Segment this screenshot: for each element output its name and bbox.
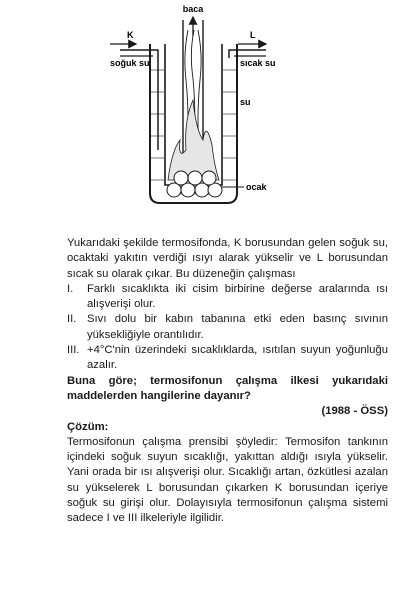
- label-chimney: baca: [182, 4, 204, 14]
- fuel-logs: [167, 171, 222, 197]
- statement-2: [67, 312, 388, 343]
- pipe-l: [229, 50, 266, 58]
- statement-text: Farklı sıcaklıkta iki cisim birbirine değerse aralarında ısı alışverişi olur.: [87, 282, 388, 311]
- label-hot-water: sıcak su: [240, 58, 276, 68]
- solution-heading: Çözüm:: [67, 420, 109, 433]
- statement-1: [67, 282, 388, 313]
- label-furnace: ocak: [246, 182, 267, 192]
- solution-body: Termosifonun çalışma prensibi şöyledir: Termosifon tankının içindeki soğuk suyun sıcaklığı, yakıttan aldığı ısıyla yükselir. Yani orada bir ısı alışverişi olur. Sıcaklığı artan, özkütlesi azalan su yükselerek L borusundan çıkarken K borusundan içeriye soğuk su girişi olur. Dolayısıyla termosifonun çalışma sistemi sadece I ve III ilkeleriyle ilgilidir.: [67, 435, 388, 525]
- statement-text: Sıvı dolu bir kabın tabanına etki eden basınç sıvının yüksekliğiyle orantılıdır.: [87, 313, 388, 341]
- label-cold-water: soğuk su: [110, 58, 150, 68]
- label-water: su: [240, 97, 251, 107]
- label-k: K: [127, 30, 134, 40]
- statement-3: [67, 343, 388, 374]
- statement-list: [67, 282, 388, 374]
- statement-number: I.: [67, 282, 74, 295]
- exam-source: (1988 - ÖSS): [321, 405, 388, 418]
- label-l: L: [250, 30, 256, 40]
- question: Buna göre; termosifonun çalışma ilkesi yukarıdaki maddelerden hangilerine dayanır?: [67, 374, 388, 402]
- problem-text: [67, 236, 388, 527]
- thermosiphon-diagram: [0, 0, 408, 232]
- statement-text: +4°C'nin üzerindeki sıcaklıklarda, ısıtılan suyun yoğunluğu azalır.: [87, 344, 388, 372]
- statement-number: III.: [67, 344, 80, 357]
- problem-intro: Yukarıdaki şekilde termosifonda, K borusundan gelen soğuk su, ocaktaki yakıtın verdiği ısıyı alarak yükselir ve L borusundan sıcak su olarak çıkar. Bu düzeneğin çalışması: [67, 237, 388, 280]
- flame-shape: [168, 100, 219, 180]
- statement-number: II.: [67, 313, 77, 326]
